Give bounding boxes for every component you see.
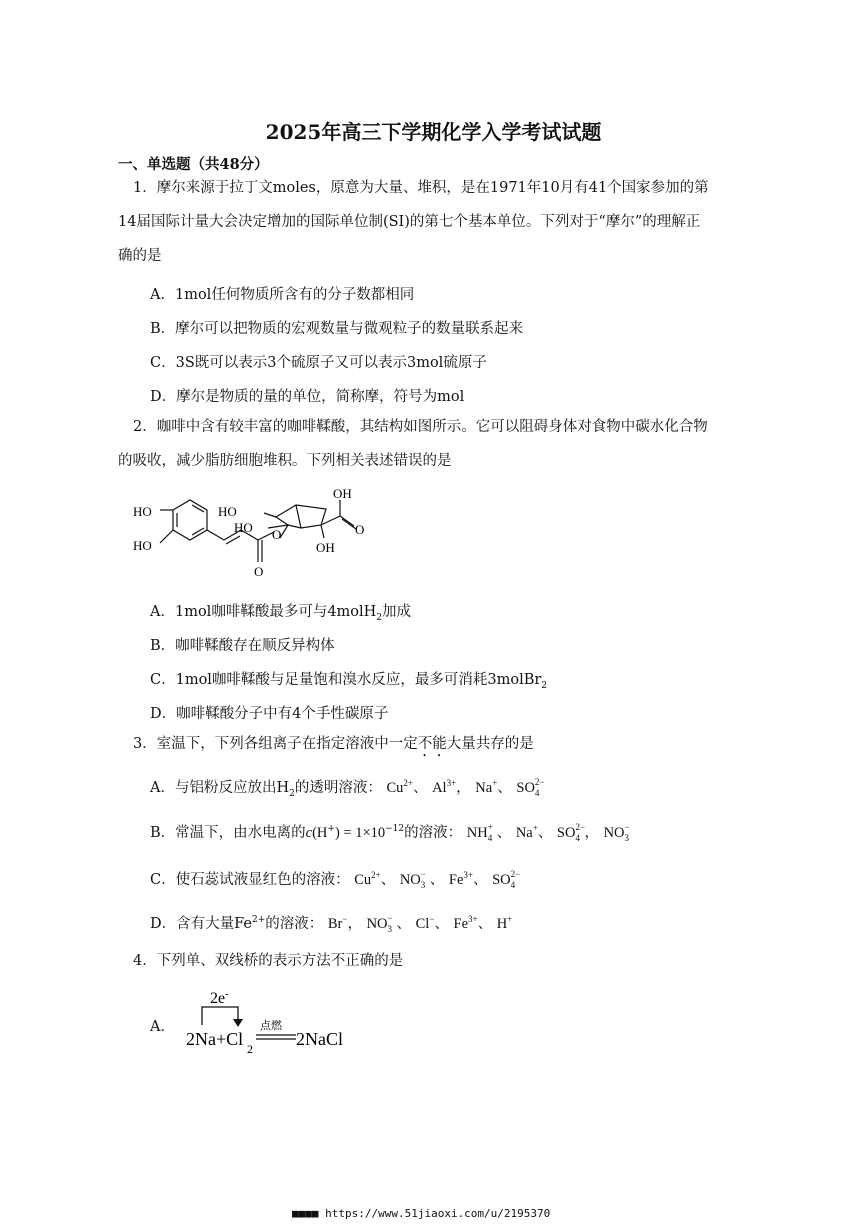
q2-option-b: B．咖啡鞣酸存在顺反异构体 xyxy=(150,638,335,654)
ion-cl: Cl− xyxy=(415,914,435,932)
subscript: 2 xyxy=(289,788,295,799)
section-heading: 一、单选题（共48分） xyxy=(118,156,269,173)
electron-transfer-equation xyxy=(180,985,360,1057)
ion-so4: SO 2− 4 xyxy=(556,821,586,843)
ion-na: Na+ xyxy=(475,778,498,796)
separator: 、 xyxy=(537,825,553,841)
ion-no3: NO − 3 xyxy=(399,868,426,890)
ion-so4: SO 2− 4 xyxy=(492,868,521,890)
footer-prefix: ■■■■ https:// xyxy=(292,1207,379,1220)
oh-label: OH xyxy=(316,540,335,555)
text: 的溶液： xyxy=(265,916,324,932)
separator: ， xyxy=(584,825,599,841)
text: C．使石蕊试液显红色的溶液： xyxy=(150,872,350,888)
text: A．1mol咖啡鞣酸最多可与4molH xyxy=(150,604,377,620)
q2-option-c xyxy=(150,668,547,691)
symbol: c xyxy=(305,825,313,841)
separator: 、 xyxy=(429,872,445,888)
separator: 、 xyxy=(472,872,488,888)
emphasis-text: 不能 xyxy=(417,736,447,752)
text: 大量共存的是 xyxy=(446,736,534,752)
equation-right: 2NaCl xyxy=(296,1029,343,1049)
text: A．与铝粉反应放出H xyxy=(150,780,290,796)
text: C．1mol咖啡鞣酸与足量饱和溴水反应，最多可消耗3molBr xyxy=(150,672,542,688)
q2-line1: 2．咖啡中含有较丰富的咖啡鞣酸，其结构如图所示。它可以阻碍身体对食物中碳水化合物 xyxy=(133,419,708,435)
ho-label: HO xyxy=(218,504,237,519)
text: 的溶液： xyxy=(404,825,463,841)
ho-label: HO xyxy=(234,520,253,535)
q1-option-a: A．1mol任何物质所含有的分子数都相同 xyxy=(150,287,415,303)
q1-option-b: B．摩尔可以把物质的宏观数量与微观粒子的数量联系起来 xyxy=(150,321,524,337)
q1-option-d: D．摩尔是物质的量的单位，简称摩，符号为mol xyxy=(150,389,465,405)
equation-subscript: 2 xyxy=(247,1042,253,1056)
text: B．常温下，由水电离的 xyxy=(150,825,306,841)
subscript: 2 xyxy=(376,612,383,623)
text: 的透明溶液： xyxy=(294,780,382,796)
separator: ， xyxy=(456,780,471,796)
q3-option-d xyxy=(150,912,512,933)
chlorogenic-acid-structure xyxy=(128,480,378,585)
q3-option-c xyxy=(150,868,520,889)
q4-option-a-label: A． xyxy=(150,1019,175,1035)
ho-label: HO xyxy=(133,538,152,553)
text: 加成 xyxy=(382,604,412,620)
oh-label: OH xyxy=(333,486,352,501)
ion-na: Na+ xyxy=(515,823,538,841)
separator: 、 xyxy=(380,872,396,888)
electron-label: 2e- xyxy=(210,989,229,1007)
separator: 、 xyxy=(477,916,493,932)
ion-no3: NO − 3 xyxy=(366,912,393,934)
ring-oxygen-label: O xyxy=(272,527,282,542)
separator: 、 xyxy=(396,916,412,932)
subscript: 2 xyxy=(541,680,548,691)
ion-al: $Al^{3+}$ xyxy=(432,778,457,796)
footer-url: www.51jiaoxi.com/u/2195370 xyxy=(378,1207,551,1220)
ion-cu: $Cu^{2+}$ xyxy=(386,778,413,796)
page-title: 2025年高三下学期化学入学考试试题 xyxy=(265,120,602,144)
separator: 、 xyxy=(434,916,449,932)
ion-no3: NO − 3 xyxy=(603,821,630,843)
ion-br: Br− xyxy=(327,914,348,932)
equation-left: 2Na+Cl xyxy=(186,1029,244,1049)
q1-line2: 14届国际计量大会决定增加的国际单位制(SI)的第七个基本单位。下列对于“摩尔”的理解正 xyxy=(118,214,701,230)
ion-h: H+ xyxy=(496,914,513,932)
text: (H xyxy=(312,825,328,841)
ho-label: HO xyxy=(133,504,152,519)
ion-fe: $Fe^{3+}$ xyxy=(453,914,478,932)
separator: 、 xyxy=(412,780,428,796)
ion-nh4: NH + 4 xyxy=(466,821,493,843)
q3-option-b: B．常温下，由水电离的$c(H^+) = 1\times 10^{-12}$的溶液： NH + 4 、 Na+、 SO 2− 4 ， NO − 3 xyxy=(150,821,634,842)
text: ) = 1×10 xyxy=(334,825,386,841)
text: D．含有大量Fe xyxy=(150,916,252,932)
q1-line3: 确的是 xyxy=(118,248,162,264)
q2-line2: 的吸收，减少脂肪细胞堆积。下列相关表述错误的是 xyxy=(118,453,452,469)
carbonyl-oxygen-label: O xyxy=(254,564,264,579)
acid-oxygen-label: O xyxy=(355,522,365,537)
ion-fe: $Fe^{3+}$ xyxy=(448,870,473,888)
q2-option-d: D．咖啡鞣酸分子中有4个手性碳原子 xyxy=(150,706,389,722)
text: 3．室温下，下列各组离子在指定溶液中一定 xyxy=(133,736,418,752)
q1-option-c: C．3S既可以表示3个硫原子又可以表示3mol硫原子 xyxy=(150,355,487,371)
q3-option-a xyxy=(150,776,544,799)
separator: 、 xyxy=(497,780,512,796)
separator: ， xyxy=(347,916,362,932)
ion-cu: $Cu^{2+}$ xyxy=(354,870,381,888)
separator: 、 xyxy=(496,825,512,841)
q1-line1: 1．摩尔来源于拉丁文moles，原意为大量、堆积，是在1971年10月有41个国家参加的第 xyxy=(133,180,709,196)
q2-option-a xyxy=(150,600,411,623)
exponent: −12 xyxy=(385,824,405,835)
reaction-condition: 点燃 xyxy=(260,1020,282,1032)
q3-line xyxy=(133,727,534,761)
footer-watermark xyxy=(292,1207,550,1220)
q4-line: 4．下列单、双线桥的表示方法不正确的是 xyxy=(133,953,404,969)
superscript: 2+ xyxy=(251,915,266,926)
ion-so4: SO 2− 4 xyxy=(516,776,545,798)
